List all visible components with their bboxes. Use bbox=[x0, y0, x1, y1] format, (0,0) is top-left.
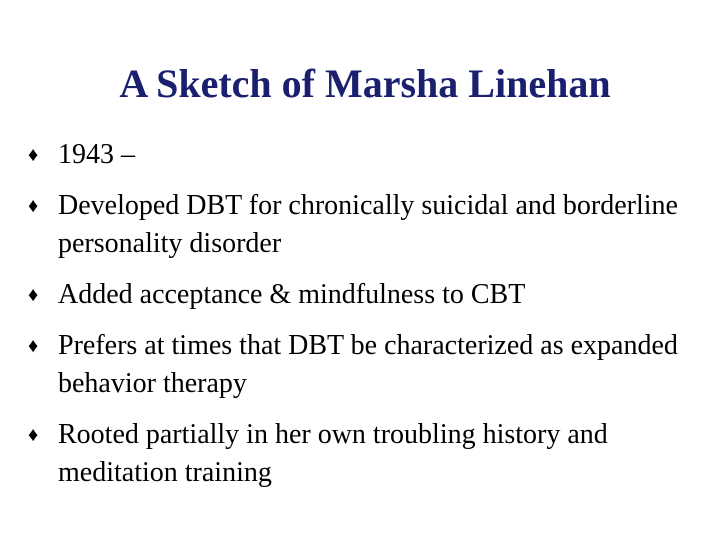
diamond-bullet-icon: ♦ bbox=[28, 284, 39, 306]
bullet-item bbox=[28, 187, 708, 263]
bullet-list bbox=[28, 136, 708, 505]
bullet-text: Prefers at times that DBT be characterized as expanded behavior therapy bbox=[58, 330, 678, 399]
bullet-text: Rooted partially in her own troubling history and meditation training bbox=[58, 419, 608, 488]
bullet-item bbox=[28, 327, 708, 403]
bullet-text: Added acceptance & mindfulness to CBT bbox=[58, 279, 526, 310]
slide-title: A Sketch of Marsha Linehan bbox=[119, 61, 611, 106]
diamond-bullet-icon: ♦ bbox=[28, 424, 39, 446]
bullet-text: Developed DBT for chronically suicidal and borderline personality disorder bbox=[58, 190, 678, 259]
bullet-item bbox=[28, 416, 708, 492]
diamond-bullet-icon: ♦ bbox=[28, 335, 39, 357]
diamond-bullet-icon: ♦ bbox=[28, 144, 39, 166]
bullet-item bbox=[28, 276, 708, 314]
diamond-bullet-icon: ♦ bbox=[28, 195, 39, 217]
bullet-item bbox=[28, 136, 708, 174]
bullet-text: 1943 – bbox=[58, 139, 135, 170]
